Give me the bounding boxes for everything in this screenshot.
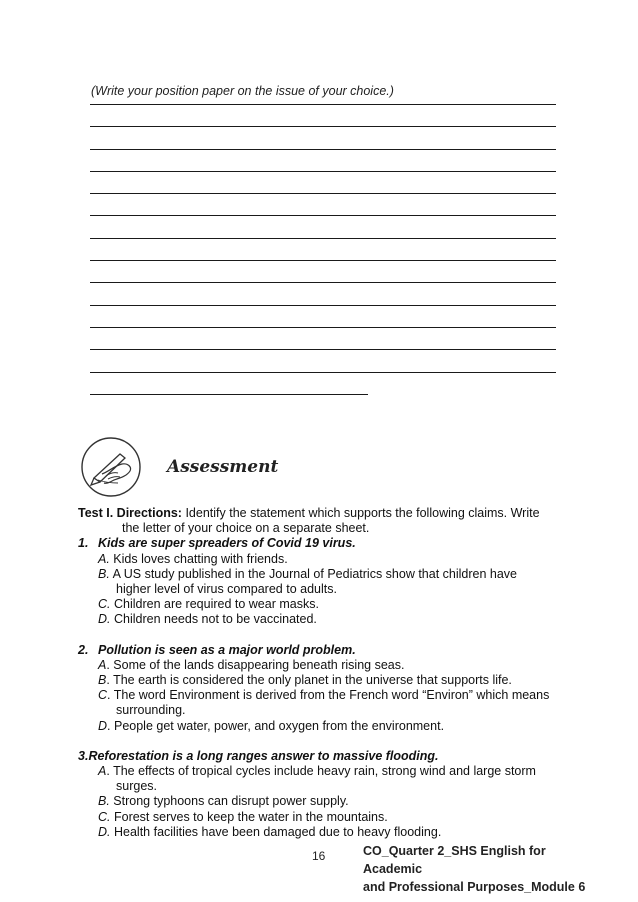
choice-a: A. Some of the lands disappearing beneath rising seas. (98, 657, 405, 672)
footer-line-2: and Professional Purposes_Module 6 (363, 880, 586, 894)
instruction-text: (Write your position paper on the issue of your choice.) (91, 84, 394, 98)
choice-b: B. The earth is considered the only planet in the universe that supports life. (98, 673, 512, 688)
writing-line (90, 126, 556, 127)
section-title: Assessment (167, 457, 279, 477)
footer-module-label (363, 842, 603, 896)
writing-line (90, 372, 556, 373)
test-block (78, 506, 568, 840)
choice-b: B. A US study published in the Journal of Pediatrics show that children have higher level of virus compared to adults. (98, 566, 518, 597)
question-claim: 1. Kids are super spreaders of Covid 19 virus. (78, 536, 356, 551)
choice-c: C. The word Environment is derived from the French word “Environ” which means surrounding. (98, 688, 550, 718)
choice-a: A. Kids loves chatting with friends. (98, 551, 288, 566)
writing-line (90, 349, 556, 350)
directions-line-2: the letter of your choice on a separate sheet. (122, 521, 370, 536)
writing-line (90, 104, 556, 105)
choice-a: A. The effects of tropical cycles include heavy rain, strong wind and large storm surges. (98, 764, 536, 794)
writing-lines (90, 104, 556, 416)
choice-d: D. People get water, power, and oxygen from the environment. (98, 718, 445, 733)
hand-writing-pen-icon (80, 436, 142, 498)
question-3 (78, 749, 568, 840)
writing-line (90, 282, 556, 283)
question-claim: 3.Reforestation is a long ranges answer to massive flooding. (78, 748, 439, 763)
writing-line (90, 171, 556, 172)
choice-c: C. Forest serves to keep the water in the mountains. (98, 809, 388, 824)
writing-line (90, 193, 556, 194)
writing-line-last (90, 394, 368, 395)
page-number: 16 (312, 849, 326, 863)
choice-c: C. Children are required to wear masks. (98, 597, 319, 612)
writing-line (90, 327, 556, 328)
directions-line-1: Identify the statement which supports the following claims. Write (185, 506, 540, 520)
choice-b: B. Strong typhoons can disrupt power supply. (98, 794, 349, 809)
question-claim: 2. Pollution is seen as a major world problem. (78, 642, 356, 657)
writing-line (90, 215, 556, 216)
choice-d: D. Children needs not to be vaccinated. (98, 612, 317, 627)
writing-line (90, 238, 556, 239)
footer-line-1: CO_Quarter 2_SHS English for Academic (363, 844, 546, 876)
test-label: Test I. Directions: (78, 506, 182, 520)
writing-line (90, 305, 556, 306)
question-1 (78, 536, 568, 627)
question-2 (78, 643, 568, 734)
choice-d: D. Health facilities have been damaged due to heavy flooding. (98, 824, 442, 839)
writing-line (90, 149, 556, 150)
writing-line (90, 260, 556, 261)
directions (78, 506, 568, 536)
